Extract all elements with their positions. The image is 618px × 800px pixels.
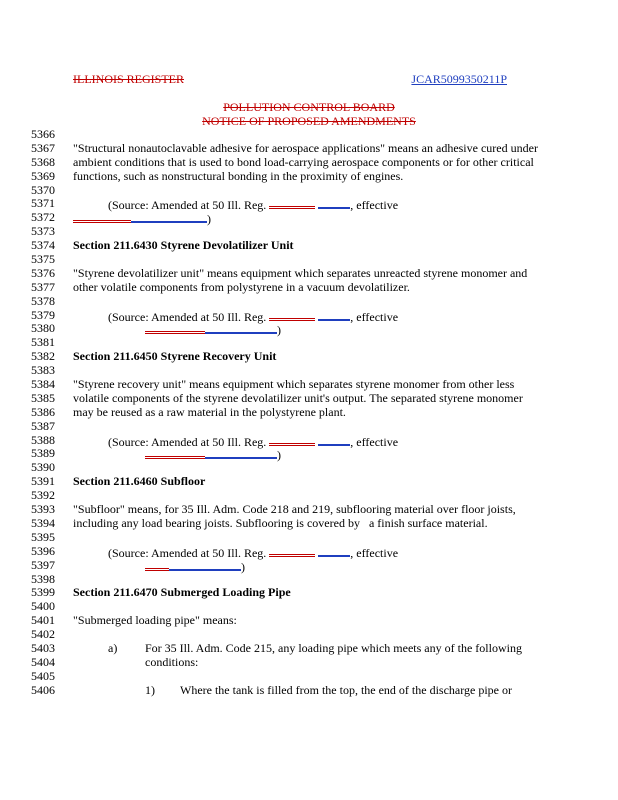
line <box>0 253 618 267</box>
line <box>0 656 618 670</box>
line-number: 5400 <box>31 599 55 614</box>
deleted-blank <box>269 197 315 209</box>
line-text: (Source: Amended at 50 Ill. Reg. <box>108 198 267 213</box>
line <box>0 586 618 600</box>
line <box>0 642 618 656</box>
section-heading: Section 211.6470 Submerged Loading Pipe <box>73 585 291 600</box>
line <box>0 545 618 559</box>
section-heading: Section 211.6460 Subfloor <box>73 474 206 489</box>
line <box>0 128 618 142</box>
line-number: 5386 <box>31 404 55 419</box>
line-number: 5368 <box>31 154 55 169</box>
inserted-blank <box>169 560 241 571</box>
line-number: 5401 <box>31 613 55 628</box>
line-number: 5403 <box>31 640 55 655</box>
effective-label: , effective <box>350 309 399 324</box>
line-number: 5383 <box>31 363 55 378</box>
line <box>0 170 618 184</box>
notice-title: NOTICE OF PROPOSED AMENDMENTS <box>202 114 416 128</box>
line <box>0 211 618 225</box>
line <box>0 156 618 170</box>
line-text: ) <box>207 212 211 227</box>
line-number: 5382 <box>31 349 55 364</box>
line-number: 5371 <box>31 196 55 211</box>
line <box>0 309 618 323</box>
line <box>0 322 618 336</box>
line-text: (Source: Amended at 50 Ill. Reg. <box>108 434 267 449</box>
line <box>0 392 618 406</box>
line <box>0 267 618 281</box>
effective-label: , effective <box>350 545 399 560</box>
line <box>0 559 618 573</box>
line-text: ambient conditions that is used to bond load-carrying aerospace components or for other critical <box>73 154 534 169</box>
line-number: 5376 <box>31 265 55 280</box>
line-text: "Styrene recovery unit" means equipment which separates styrene monomer from other less <box>73 377 515 392</box>
deleted-blank <box>145 447 205 459</box>
line-number: 5373 <box>31 224 55 239</box>
inserted-blank <box>318 546 350 557</box>
line-number: 5396 <box>31 543 55 558</box>
line-number: 5381 <box>31 335 55 350</box>
line-number: 5393 <box>31 502 55 517</box>
inserted-blank <box>318 435 350 446</box>
line <box>0 142 618 156</box>
list-marker: 1) <box>145 682 155 697</box>
line-number: 5367 <box>31 140 55 155</box>
line-number: 5397 <box>31 557 55 572</box>
line-text: For 35 Ill. Adm. Code 215, any loading pipe which meets any of the following <box>145 640 522 655</box>
line-number: 5366 <box>31 127 55 141</box>
line <box>0 336 618 350</box>
inserted-blank <box>205 323 277 334</box>
line <box>0 378 618 392</box>
line-number: 5398 <box>31 571 55 586</box>
inserted-blank <box>318 310 350 321</box>
line-text: "Structural nonautoclavable adhesive for aerospace applications" means an adhesive cured under <box>73 140 538 155</box>
list-marker: a) <box>108 640 118 655</box>
line-number: 5404 <box>31 654 55 669</box>
line-text: (Source: Amended at 50 Ill. Reg. <box>108 309 267 324</box>
line-text: ) <box>277 323 281 338</box>
line-number: 5379 <box>31 307 55 322</box>
line <box>0 406 618 420</box>
line <box>0 475 618 489</box>
line-text: Where the tank is filled from the top, the end of the discharge pipe or <box>180 682 513 697</box>
line <box>0 225 618 239</box>
line-number: 5394 <box>31 515 55 530</box>
line-text: other volatile components from polystyrene in a vacuum devolatilizer. <box>73 279 410 294</box>
line-number: 5370 <box>31 182 55 197</box>
line <box>0 614 618 628</box>
line <box>0 684 618 698</box>
line <box>0 531 618 545</box>
line-number: 5385 <box>31 390 55 405</box>
register-title: ILLINOIS REGISTER <box>73 72 184 86</box>
line <box>0 600 618 614</box>
line-number: 5387 <box>31 418 55 433</box>
line-number: 5374 <box>31 238 55 253</box>
deleted-blank <box>269 545 315 557</box>
line <box>0 461 618 475</box>
line <box>0 420 618 434</box>
effective-label: , effective <box>350 198 399 213</box>
line-text: (Source: Amended at 50 Ill. Reg. <box>108 545 267 560</box>
section-heading: Section 211.6450 Styrene Recovery Unit <box>73 349 277 364</box>
line-text: ) <box>241 559 245 574</box>
line-text: "Styrene devolatilizer unit" means equipment which separates unreacted styrene monomer and <box>73 265 528 280</box>
line-number: 5384 <box>31 377 55 392</box>
line <box>0 281 618 295</box>
line-number: 5372 <box>31 210 55 225</box>
line-text: functions, such as nonstructural bonding in the proximity of engines. <box>73 168 404 183</box>
line <box>0 295 618 309</box>
line-text: "Subfloor" means, for 35 Ill. Adm. Code 218 and 219, subflooring material over floor joists, <box>73 502 516 517</box>
line-number: 5402 <box>31 627 55 642</box>
line-number: 5380 <box>31 321 55 336</box>
line <box>0 573 618 587</box>
line <box>0 364 618 378</box>
line-text: "Submerged loading pipe" means: <box>73 613 237 628</box>
inserted-blank <box>318 198 350 209</box>
numbered-lines <box>0 128 618 698</box>
line-number: 5375 <box>31 252 55 267</box>
section-heading: Section 211.6430 Styrene Devolatilizer Unit <box>73 238 294 253</box>
line-number: 5377 <box>31 279 55 294</box>
line-text: conditions: <box>145 654 199 669</box>
line <box>0 670 618 684</box>
line-number: 5392 <box>31 488 55 503</box>
line-number: 5389 <box>31 446 55 461</box>
deleted-blank <box>269 309 315 321</box>
line <box>0 197 618 211</box>
line <box>0 517 618 531</box>
line <box>0 239 618 253</box>
line-text: volatile components of the styrene devolatilizer unit's output. The separated styrene monomer <box>73 390 523 405</box>
board-title: POLLUTION CONTROL BOARD <box>223 100 395 114</box>
line <box>0 503 618 517</box>
line <box>0 184 618 198</box>
inserted-blank <box>131 212 207 223</box>
line-number: 5406 <box>31 682 55 697</box>
line-number: 5391 <box>31 474 55 489</box>
line-text: including any load bearing joists. Subflooring is covered by a finish surface material. <box>73 515 488 530</box>
deleted-blank <box>73 211 131 223</box>
deleted-blank <box>269 434 315 446</box>
line <box>0 628 618 642</box>
line-number: 5388 <box>31 432 55 447</box>
inserted-blank <box>205 448 277 459</box>
line <box>0 434 618 448</box>
line-number: 5405 <box>31 668 55 683</box>
line-number: 5395 <box>31 529 55 544</box>
line <box>0 489 618 503</box>
line <box>0 350 618 364</box>
deleted-blank <box>145 559 169 571</box>
line-text: may be reused as a raw material in the polystyrene plant. <box>73 404 346 419</box>
deleted-blank <box>145 322 205 334</box>
document-code: JCAR5099350211P <box>411 72 507 86</box>
line-text: ) <box>277 448 281 463</box>
effective-label: , effective <box>350 434 399 449</box>
line <box>0 447 618 461</box>
line-number: 5390 <box>31 460 55 475</box>
line-number: 5369 <box>31 168 55 183</box>
line-number: 5378 <box>31 293 55 308</box>
line-number: 5399 <box>31 585 55 600</box>
